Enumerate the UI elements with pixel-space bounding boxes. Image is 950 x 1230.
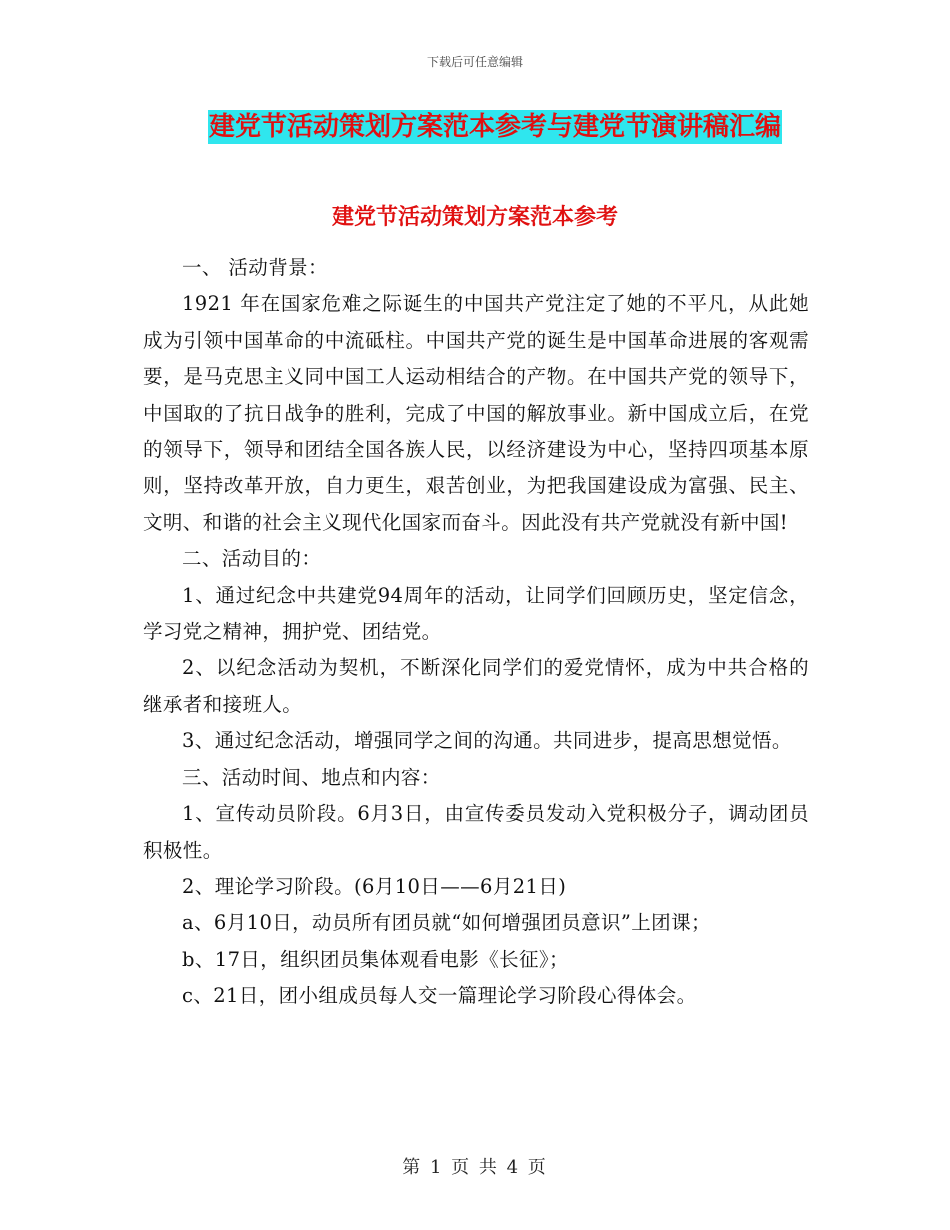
paragraph: 三、活动时间、地点和内容： xyxy=(182,765,441,789)
paragraph: a、6月10日，动员所有团员就“如何增强团员意识”上团课； xyxy=(182,911,711,935)
page-footer: 第 1 页 共 4 页 xyxy=(402,1157,548,1178)
paragraph: b、17日，组织团员集体观看电影《长征》； xyxy=(182,947,569,971)
header-note: 下载后可任意编辑 xyxy=(426,55,523,69)
paragraph: 1、通过纪念中共建党94周年的活动，让同学们回顾历史，坚定信念，学习党之精神，拥护党、团结党。 xyxy=(143,583,809,644)
document-body xyxy=(143,250,809,1015)
paragraph: 3、通过纪念活动，增强同学之间的沟通。共同进步，提高思想觉悟。 xyxy=(182,729,792,753)
paragraph: 1921 年在国家危难之际诞生的中国共产党注定了她的不平凡，从此她成为引领中国革命的中流砥柱。中国共产党的诞生是中国革命进展的客观需要，是马克思主义同中国工人运动相结合的产物。在中国共产党的领导下，中国取的了抗日战争的胜利，完成了中国的解放事业。新中国成立后，在党的领导下，领导和团结全国各族人民，以经济建设为中心，坚持四项基本原则，坚持改革开放，自力更生，艰苦创业，为把我国建设成为富强、民主、文明、和谐的社会主义现代化国家而奋斗。因此没有共产党就没有新中国! xyxy=(143,292,809,534)
paragraph: c、21日，团小组成员每人交一篇理论学习阶段心得体会。 xyxy=(182,984,697,1008)
paragraph: 一、 活动背景： xyxy=(182,256,328,279)
paragraph: 1、宣传动员阶段。6月3日，由宣传委员发动入党积极分子，调动团员积极性。 xyxy=(143,802,809,862)
sub-title: 建党节活动策划方案范本参考 xyxy=(331,204,618,230)
paragraph: 2、以纪念活动为契机，不断深化同学们的爱党情怀，成为中共合格的继承者和接班人。 xyxy=(143,656,809,716)
main-title: 建党节活动策划方案范本参考与建党节演讲稿汇编 xyxy=(209,112,782,142)
paragraph: 2、理论学习阶段。(6月10日——6月21日) xyxy=(182,874,567,898)
paragraph: 二、活动目的： xyxy=(182,547,322,571)
